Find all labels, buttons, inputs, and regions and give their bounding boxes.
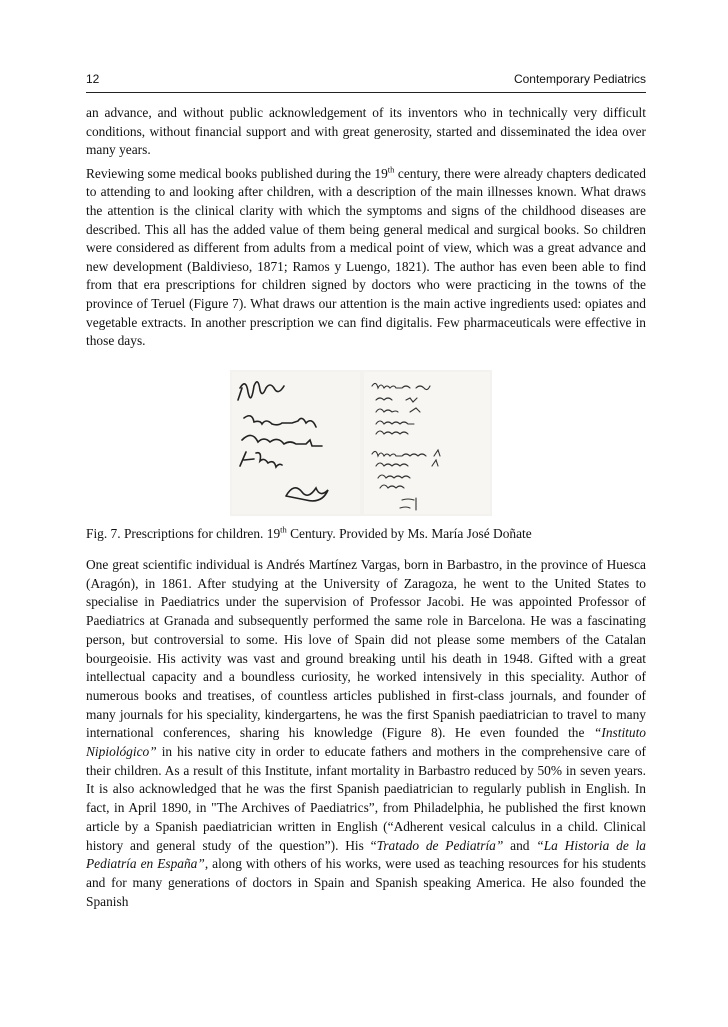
p3-text-4: , along with others of his works, were used as teaching resources for his students and for many generations of doctors in Spain and Spanish speaking America. He also founded the Spanish: [86, 856, 646, 909]
p3-italic-historia: “La Historia de la Pediatría en España”: [86, 837, 646, 872]
p3-text-3: and: [503, 837, 537, 853]
paragraph-2: [86, 165, 646, 351]
paragraph-2-part-a: Reviewing some medical books published during the 19: [86, 165, 388, 181]
p3-italic-tratado: Tratado de Pediatría”: [376, 837, 504, 853]
figure-7: [86, 360, 646, 520]
p3-italic-instituto: “Instituto Nipiológico”: [86, 725, 646, 760]
body-text-bottom: [86, 556, 646, 911]
journal-title: Contemporary Pediatrics: [513, 72, 646, 86]
superscript-th: th: [387, 164, 395, 175]
paragraph-1: an advance, and without public acknowledgement of its inventors who in technically very difficult conditions, without financial support and with great generosity, started and disseminated the idea over many years.: [86, 105, 646, 158]
caption-part-b: Century. Provided by Ms. María José Doñate: [286, 526, 532, 541]
page-number: 12: [86, 72, 100, 86]
prescriptions-image: [230, 370, 492, 516]
paragraph-2-part-b: century, there were already chapters dedicated to attending to and looking after children, with a description of the main illnesses known. What draws the attention is the clinical clarity with which the symptoms and signs of the childhood diseases are described. This all has the added value of them being general medical and surgical books. So children were considered as different from adults from a medical point of view, which was a great advance and new development (Baldivieso, 1871; Ramos y Luengo, 1821). The author has even been able to find from that era prescriptions for children signed by doctors who were practicing in the towns of the province of Teruel (Figure 7). What draws our attention is the main active ingredients used: opiates and vegetable extracts. In another prescription we can find digitalis. Few pharmaceuticals were effective in those days.: [86, 165, 646, 349]
caption-part-a: Fig. 7. Prescriptions for children. 19: [86, 526, 281, 541]
p3-text-1: One great scientific individual is Andrés Martínez Vargas, born in Barbastro, in the province of Huesca (Aragón), in 1861. After studying at the University of Zaragoza, he went to the United States to specialise in Paediatrics under the supervision of Professor Jacobi. He was appointed Professor of Paediatrics at Granada and subsequently performed the same role in Barcelona. He was a fascinating person, but controversial to some. His love of Spain did not please some members of the Catalan bourgeoisie. His activity was vast and ground breaking until his death in 1948. Gifted with a great intellectual capacity and a boundless curiosity, he worked intensively in this speciality. Author of numerous books and treatises, of countless articles published in first-class journals, and founder of many journals for his speciality, kindergartens, he was the first Spanish paediatrician to travel to many international conferences, sharing his knowledge (Figure 8). He even founded the: [86, 557, 646, 741]
p3-text-2: in his native city in order to educate fathers and mothers in the comprehensive care of their children. As a result of this Institute, infant mortality in Barbastro reduced by 50% in seven years. It is also acknowledged that he was the first Spanish paediatrician to regularly publish in English. In fact, in April 1890, in "The Archives of Paediatrics”, from Philadelphia, he published the first known article by a Spanish paediatrician written in English (“Adherent vesical calculus in a child. Clinical history and general study of the question”). His “: [86, 744, 646, 853]
caption-superscript: th: [280, 524, 287, 535]
figure-caption: [86, 526, 646, 542]
header-rule: [86, 92, 646, 93]
paragraph-3: [86, 556, 646, 911]
body-text-top: [86, 104, 646, 356]
running-header: [86, 72, 646, 90]
